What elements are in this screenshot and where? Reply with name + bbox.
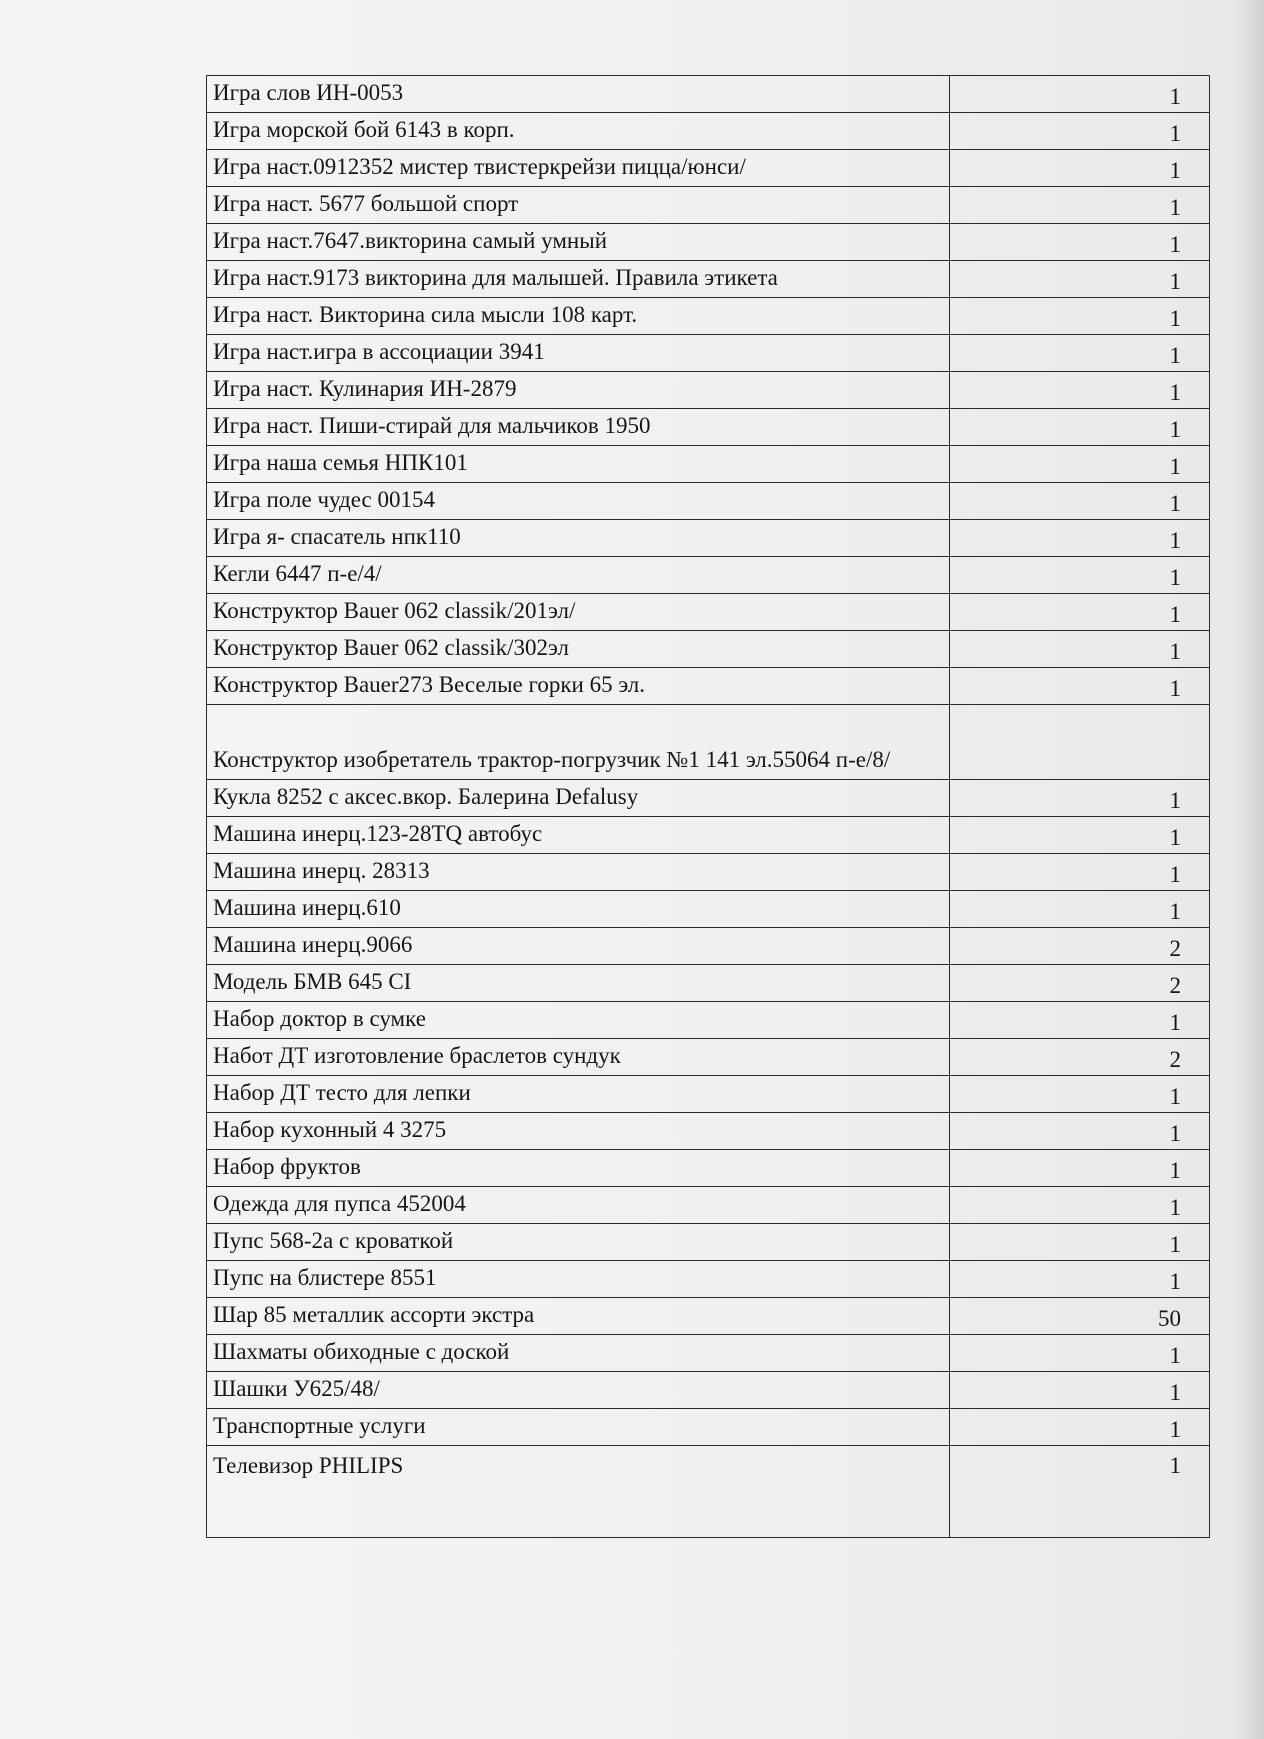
item-name: Игра наст. Викторина сила мысли 108 карт. — [207, 298, 950, 335]
item-quantity: 1 — [950, 298, 1210, 335]
item-quantity: 1 — [950, 1372, 1210, 1409]
item-name: Пупс 568-2а с кроваткой — [207, 1224, 950, 1261]
goods-table — [206, 75, 1210, 1538]
item-name: Модель БМВ 645 CI — [207, 965, 950, 1002]
item-name: Игра морской бой 6143 в корп. — [207, 113, 950, 150]
item-name: Пупс на блистере 8551 — [207, 1261, 950, 1298]
item-name: Набор доктор в сумке — [207, 1002, 950, 1039]
item-name: Набор ДТ тесто для лепки — [207, 1076, 950, 1113]
item-quantity: 1 — [950, 854, 1210, 891]
table-row — [207, 224, 1210, 261]
item-quantity: 1 — [950, 372, 1210, 409]
table-row — [207, 817, 1210, 854]
table-row — [207, 261, 1210, 298]
item-quantity: 1 — [950, 150, 1210, 187]
table-row — [207, 1150, 1210, 1187]
table-row — [207, 372, 1210, 409]
item-name: Игра наст.7647.викторина самый умный — [207, 224, 950, 261]
table-row — [207, 891, 1210, 928]
table-row — [207, 631, 1210, 668]
table-row — [207, 335, 1210, 372]
table-row — [207, 1113, 1210, 1150]
item-quantity: 1 — [950, 1446, 1210, 1538]
item-quantity: 2 — [950, 928, 1210, 965]
table-row — [207, 928, 1210, 965]
table-row — [207, 594, 1210, 631]
page-edge-shadow — [1234, 0, 1264, 1739]
item-name: Конструктор Bauer 062 classik/201эл/ — [207, 594, 950, 631]
item-quantity: 1 — [950, 1076, 1210, 1113]
table-row — [207, 1298, 1210, 1335]
item-quantity: 1 — [950, 113, 1210, 150]
item-name: Игра наст.0912352 мистер твистеркрейзи пицца/юнси/ — [207, 150, 950, 187]
table-row — [207, 409, 1210, 446]
item-quantity: 1 — [950, 1335, 1210, 1372]
item-quantity: 2 — [950, 1039, 1210, 1076]
item-quantity: 1 — [950, 76, 1210, 113]
table-row — [207, 780, 1210, 817]
table-row — [207, 1076, 1210, 1113]
item-quantity: 1 — [950, 668, 1210, 705]
table-row — [207, 557, 1210, 594]
item-name: Игра наст. 5677 большой спорт — [207, 187, 950, 224]
item-name: Машина инерц.9066 — [207, 928, 950, 965]
item-name: Конструктор Bauer273 Веселые горки 65 эл. — [207, 668, 950, 705]
item-quantity: 1 — [950, 1224, 1210, 1261]
table-row — [207, 446, 1210, 483]
item-name: Игра я- спасатель нпк110 — [207, 520, 950, 557]
table-row — [207, 1039, 1210, 1076]
item-quantity: 1 — [950, 224, 1210, 261]
item-quantity: 1 — [950, 1409, 1210, 1446]
table-row — [207, 705, 1210, 780]
item-quantity: 1 — [950, 1187, 1210, 1224]
item-quantity: 1 — [950, 520, 1210, 557]
item-name: Игра наст.игра в ассоциации 3941 — [207, 335, 950, 372]
table-row — [207, 113, 1210, 150]
item-name: Машина инерц. 28313 — [207, 854, 950, 891]
table-row — [207, 1187, 1210, 1224]
item-name: Набот ДТ изготовление браслетов сундук — [207, 1039, 950, 1076]
table-row — [207, 150, 1210, 187]
item-quantity: 1 — [950, 335, 1210, 372]
table-row — [207, 187, 1210, 224]
item-name: Кукла 8252 с аксес.вкор. Балерина Defalusy — [207, 780, 950, 817]
item-name: Конструктор Bauer 062 classik/302эл — [207, 631, 950, 668]
goods-table-body — [207, 76, 1210, 1538]
item-name: Игра наст. Кулинария ИН-2879 — [207, 372, 950, 409]
item-quantity: 1 — [950, 1002, 1210, 1039]
table-row — [207, 1446, 1210, 1538]
item-name: Шар 85 металлик ассорти экстра — [207, 1298, 950, 1335]
table-row — [207, 668, 1210, 705]
table-row — [207, 520, 1210, 557]
item-quantity: 1 — [950, 1150, 1210, 1187]
item-quantity: 1 — [950, 891, 1210, 928]
item-name: Набор фруктов — [207, 1150, 950, 1187]
item-quantity: 50 — [950, 1298, 1210, 1335]
table-row — [207, 1372, 1210, 1409]
item-quantity: 1 — [950, 557, 1210, 594]
item-name: Шахматы обиходные с доской — [207, 1335, 950, 1372]
item-name: Транспортные услуги — [207, 1409, 950, 1446]
item-quantity: 1 — [950, 187, 1210, 224]
item-quantity: 1 — [950, 780, 1210, 817]
table-row — [207, 76, 1210, 113]
item-name: Машина инерц.610 — [207, 891, 950, 928]
item-quantity: 1 — [950, 261, 1210, 298]
item-name: Телевизор PHILIPS — [207, 1446, 950, 1538]
table-row — [207, 854, 1210, 891]
item-name: Кегли 6447 п-е/4/ — [207, 557, 950, 594]
table-row — [207, 1409, 1210, 1446]
item-quantity: 1 — [950, 1113, 1210, 1150]
table-row — [207, 1261, 1210, 1298]
item-quantity: 1 — [950, 1261, 1210, 1298]
item-name: Игра поле чудес 00154 — [207, 483, 950, 520]
item-name: Машина инерц.123-28TQ автобус — [207, 817, 950, 854]
item-name: Набор кухонный 4 3275 — [207, 1113, 950, 1150]
table-row — [207, 483, 1210, 520]
item-name: Игра наст.9173 викторина для малышей. Правила этикета — [207, 261, 950, 298]
item-name: Игра слов ИН-0053 — [207, 76, 950, 113]
table-row — [207, 965, 1210, 1002]
item-quantity: 1 — [950, 817, 1210, 854]
table-row — [207, 1002, 1210, 1039]
item-quantity: 1 — [950, 446, 1210, 483]
item-quantity: 1 — [950, 409, 1210, 446]
item-quantity: 1 — [950, 483, 1210, 520]
item-quantity: 1 — [950, 631, 1210, 668]
item-name: Игра наша семья НПК101 — [207, 446, 950, 483]
item-name: Игра наст. Пиши-стирай для мальчиков 1950 — [207, 409, 950, 446]
item-quantity: 1 — [950, 594, 1210, 631]
item-quantity: 2 — [950, 965, 1210, 1002]
item-quantity — [950, 705, 1210, 780]
item-name: Шашки У625/48/ — [207, 1372, 950, 1409]
table-row — [207, 1224, 1210, 1261]
item-name: Конструктор изобретатель трактор-погрузчик №1 141 эл.55064 п-е/8/ — [207, 705, 950, 780]
item-name: Одежда для пупса 452004 — [207, 1187, 950, 1224]
table-row — [207, 298, 1210, 335]
table-row — [207, 1335, 1210, 1372]
